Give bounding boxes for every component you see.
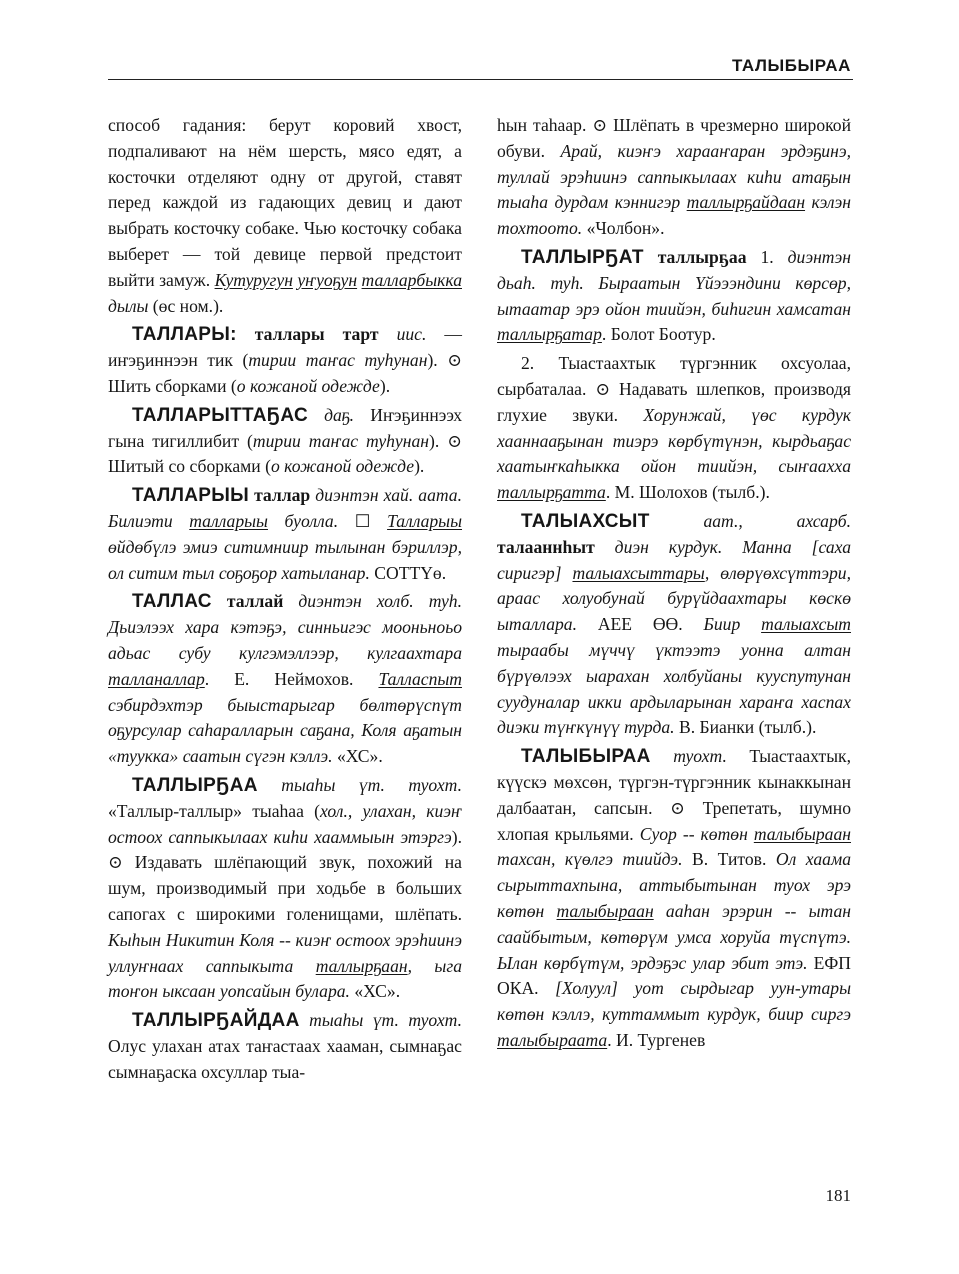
entry-tallyrgaidaa: ТАЛЛЫРҔАЙДАА тыаһы үт. туохт. Олус улахан атах таҥастаах хааман, сымнаҕас сымнаҕаска охсуллар тыа- — [108, 1010, 462, 1082]
headword: ТАЛЛЫРҔАТ — [521, 246, 644, 268]
running-title: ТАЛЫБЫРАА — [731, 56, 851, 75]
entry-tallas: ТАЛЛАС таллай диэнтэн холб. туһ. Дьиэлээх хара кэтэҕэ, синньигэс мооньноьо адьас субу кулгэмэллээр, кулгаахтара талланаллар. Е. Неймохов. Талласпыт сэбирдэхтэр быыстарыгар бөлтөрүспүт оҕурсулар саһаралларын саҕана, Коля аҕатын «туукка» саатын сүгэн кэллэ. «ХС». — [108, 591, 462, 767]
header-rule — [108, 79, 853, 80]
headword: ТАЛЛЫРҔАА — [132, 774, 258, 796]
entry-tallaryttagas: ТАЛЛАРЫТТАҔАС даҕ. Иҥэҕиннээх гына тигиллибит (тирии таҥас туһунан). ⊙ Шитый со сборками (о кожаной одежде). — [108, 404, 462, 477]
headword: ТАЛЛАС — [132, 591, 212, 613]
continuation-paragraph: һын таһаар. ⊙ Шлёпать в чрезмерно широкой обуви. Арай, киэҥэ харааҥаран эрдэҕинэ, туллай эрэһиинэ саппыкылаах киһи атаҕын тыаһа дурдам кэннигэр таллырҕайдаан кэлэн тохтоото. «Чолбон». — [497, 115, 852, 239]
headword: ТАЛЛАРЫЫ — [132, 485, 250, 507]
page-number: 181 — [825, 1186, 851, 1205]
entry-talyakhsyt: ТАЛЫАХСЫТ аат., ахсарб. талааннһыт диэн курдук. Манна [саха сиригэр] талыахсыттары, өлөрүөхсүттэри, араас холуобунай бурүйдаахтары көскө ыталлара. АЕЕ ӨӨ. Биир талыахсыт тыраабы мүччү үктээтэ уонна алтан бүрүөлээх ыарахан холбуйаны кууспутунан суудуналар икки ардыларынан хараҥа хаспах диэки түҥкүнүү турда. В. Бианки (тылб.). — [497, 510, 851, 738]
continuation-paragraph: способ гадания: берут коровий хвост, подпаливают на нём шерсть, мясо едят, а косточки отделяют одну от другой, ставят перед каждой из гадающих девиц и дают выбрать косточку собаке. Чью косточку собака выберет — той девице первой предстоит выйти замуж. Кутуругун уҥуоҕун талларбыкка дылы (өс ном.). — [108, 115, 462, 316]
entry-talybyraa: ТАЛЫБЫРАА туохт. Тыастаахтык, күүскэ мөхсөн, түргэн-түргэнник кынаккынан далбаатан, сапсын. ⊙ Трепетать, шумно хлопая крыльями. Суор -- көтөн талыбыраан тахсан, күөлгэ тиийдэ. В. Титов. Ол хаама сырыттахпына, аттыбытынан туох эрэ көтөн талыбыраан ааһан эрэрин -- ытан саайбытым, көтөрүм умса хоруйа түспүтэ. Ылан көрбүтүм, эрдэҕэс улар эбит этэ. ЕФП ОКА. [Холуул] уот сырдыгар уун-утары көтөн кэллэ, куттаммыт курдук, биир сиргэ талыбыраата. И. Тургенев — [497, 746, 852, 1050]
headword: ТАЛЛЫРҔАЙДАА — [132, 1010, 300, 1032]
headword: ТАЛЛАРЫ: — [132, 324, 237, 346]
headword: ТАЛЫБЫРАА — [521, 746, 651, 768]
entry-tallary: ТАЛЛАРЫ: таллары тарт иис. — иҥэҕиннээн тик (тирии таҥас туһунан). ⊙ Шить сборками (о кожаной одежде). — [108, 324, 462, 396]
headword: ТАЛЫАХСЫТ — [521, 510, 650, 532]
entry-tallyrgat-sense-2: 2. Тыастаахтык түргэнник охсуолаа, сырбаталаа. ⊙ Надавать шлепков, производя глухие звуки. Хорунжай, үөс курдук хааннааҕынан тиэрэ көрбүтүнэн, кырдьаҕас хаатыҥкаһыкка ойон тиийэн, сыҥааххa таллырҕатта. М. Шолохов (тылб.). — [497, 353, 852, 503]
entry-tallyrgaa: ТАЛЛЫРҔАА тыаһы үт. туохт. «Таллыр-таллыр» тыаһаа (хол., улахан, киэҥ остоох саппыкылаах киһи хааммыын этэргэ). ⊙ Издавать шлёпающий звук, похожий на шум, производимый при ходьбе в больших сапогах с широкими голенищами, шлёпать. Кыһын Никитин Коля -- киэҥ остоох эрэһиинэ уллуҥнаах саппыкыта таллырҕаан, ыга тоҥон ыксаан уопсайын булара. «ХС». — [108, 774, 462, 1002]
right-column — [497, 113, 851, 1054]
entry-tallyrgat: ТАЛЛЫРҔАТ таллырҕаа 1. диэнтэн дьаһ. туһ. Быраатын Үйэээндини көрсөр, ытаатар эрэ ойон тиийэн, биһигин хамсатан таллырҕатар. Болот Боотур. — [497, 246, 852, 345]
left-column — [108, 113, 462, 1085]
entry-tallaryy: ТАЛЛАРЫЫ таллар диэнтэн хай. аата. Билиэти талларыы буолла. ☐ Талларыы өйдөбүлэ эмиэ ситимниир тылынан бэриллэр, ол ситим тыл соҕоҕор хатыланар. СОТТҮө. — [108, 485, 463, 583]
headword: ТАЛЛАРЫТТАҔАС — [132, 404, 308, 426]
